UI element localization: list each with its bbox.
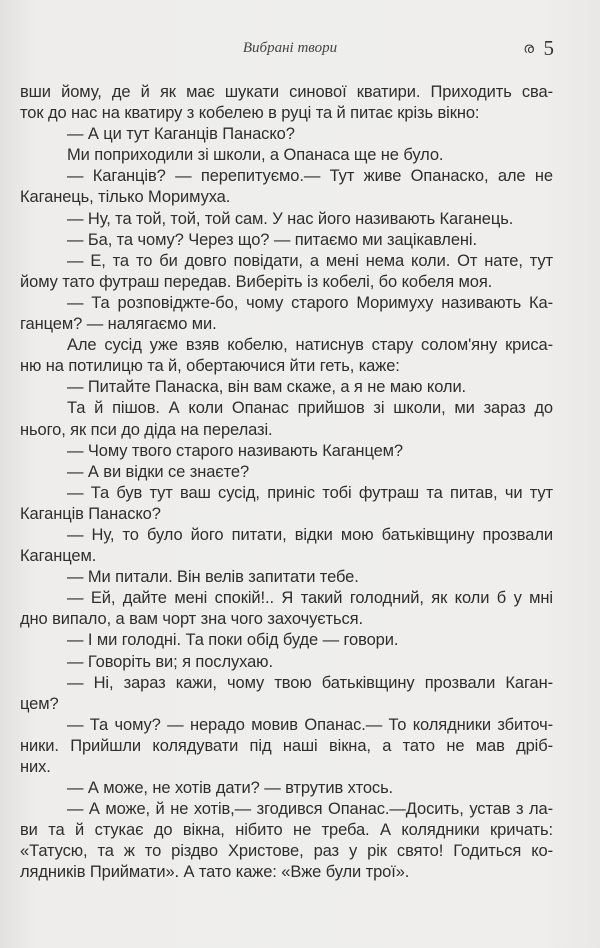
text-line: вши йому, де й як має шукати синової кватири. Приходить сва- — [20, 83, 553, 101]
text-line: лядників Приймати». А тато каже: «Вже були трої». — [20, 863, 410, 882]
text-line: — Питайте Панаска, він вам скаже, а я не маю коли. — [67, 378, 467, 397]
text-line: — Ми питали. Він велів запитати тебе. — [67, 568, 359, 587]
text-line: Ми поприходили зі школи, а Опанаса ще не було. — [67, 146, 444, 165]
page-number: 5 — [543, 36, 554, 60]
text-line: Та й пішов. А коли Опанас прийшов зі школи, ми зараз до — [67, 399, 553, 418]
text-line: — Та був тут ваш сусід, приніс тобі футраш та питав, чи тут — [67, 483, 553, 502]
ornament-icon: ര — [523, 40, 534, 57]
text-line: — Каганців? — перепитуємо.— Тут живе Опанаско, але не — [67, 167, 553, 186]
text-line: — Ба, та чому? Через що? — питаємо ми зацікавлені. — [67, 230, 477, 249]
text-line: ток до нас на кватиру з кобелею в руці та й питає крізь вікно: — [20, 104, 480, 123]
text-line: цем? — [20, 694, 59, 713]
text-line: дно випало, а вам чорт зна чого захочується. — [20, 610, 363, 629]
text-line: ню на потилицю та й, обертаючися йти геть, каже: — [20, 357, 400, 376]
text-line: — Ну, та той, той, той сам. У нас його називають Каганець. — [67, 209, 514, 228]
text-line: — А може, не хотів дати? — втрутив хтось. — [67, 779, 394, 798]
text-line: Каганців Панаско? — [20, 504, 161, 523]
text-line: них. — [20, 758, 51, 776]
text-line: — Ні, зараз кажи, чому твою батьківщину прозвали Каган- — [67, 673, 553, 692]
text-line: Але сусід уже взяв кобелю, натиснув стару солом'яну криса- — [67, 336, 553, 355]
text-line: — А ви відки се знаєте? — [67, 462, 250, 481]
text-line: — Чому твого старого називають Каганцем? — [67, 441, 404, 460]
text-line: нього, як пси до діда на перелазі. — [20, 420, 273, 439]
running-header — [0, 36, 600, 64]
body-text — [20, 82, 553, 884]
text-line: ники. Прийшли колядувати під наші вікна, а тато не мав дріб- — [20, 736, 553, 755]
text-line: ганцем? — налягаємо ми. — [20, 315, 217, 334]
text-line: йому тато футраш передав. Виберіть із кобелі, бо кобеля моя. — [20, 272, 493, 291]
text-line: — Ей, дайте мені спокій!.. Я такий голодний, як коли б у мні — [67, 589, 553, 608]
text-line: — Ну, то було його питати, відки мою батьківщину прозвали — [67, 525, 553, 544]
text-line: — Говоріть ви; я послухаю. — [67, 652, 273, 671]
text-line: — Е, та то би довго повідати, а мені нема коли. От нате, тут — [67, 251, 553, 270]
text-line: — А ци тут Каганців Панаско? — [67, 125, 295, 144]
text-line: — І ми голодні. Та поки обід буде — говори. — [67, 631, 399, 650]
text-line: — Та чому? — нерадо мовив Опанас.— То колядники збиточ- — [67, 715, 553, 734]
text-line: «Татусю, та ж то різдво Христове, раз у рік свято! Годиться ко- — [20, 842, 553, 861]
text-line: — Та розповіджте-бо, чому старого Моримуху називають Ка- — [67, 293, 553, 312]
book-title: Вибрані твори — [242, 40, 338, 56]
text-line: Каганцем. — [20, 547, 97, 566]
text-line: Каганець, тілько Моримуха. — [20, 188, 231, 207]
text-line: — А може, й не хотів,— згодився Опанас.—Досить, устав з ла- — [67, 800, 553, 819]
text-line: ви та й стукає до вікна, нібито не треба. А колядники кричать: — [20, 821, 553, 840]
